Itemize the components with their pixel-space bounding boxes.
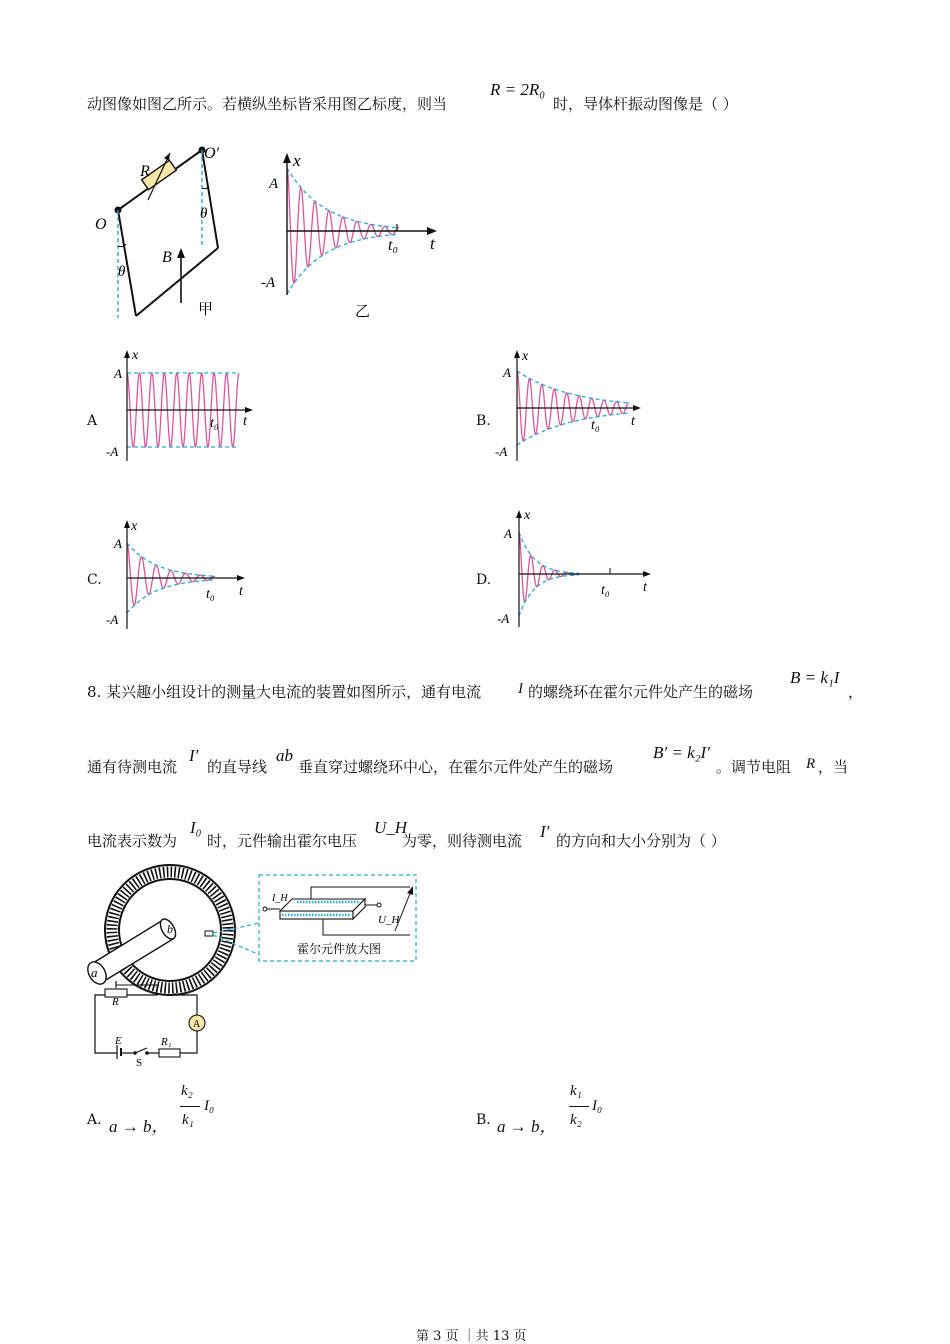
- figure-q8-apparatus: [75, 855, 425, 1070]
- yi-label-t: t: [430, 234, 435, 253]
- oscillation-curve: [517, 371, 629, 441]
- option-d-letter[interactable]: D.: [476, 572, 492, 588]
- q8-option-a-tail: I₀: [204, 1098, 215, 1114]
- q8-fig-inset-caption: 霍尔元件放大图: [297, 942, 382, 956]
- svg-text:t: t: [239, 584, 243, 599]
- svg-text:x: x: [524, 508, 531, 523]
- q8-line1-text: 8. 某兴趣小组设计的测量大电流的装置如图所示，通有电流: [87, 683, 482, 701]
- q8-line1-formula: B = k₁I: [790, 668, 840, 687]
- q8-option-b-letter[interactable]: B.: [476, 1112, 491, 1128]
- svg-text:-A: -A: [495, 444, 508, 459]
- q8-line1-I: I: [518, 681, 523, 697]
- q8-line3-text3: 为零，则待测电流: [402, 832, 523, 850]
- q8-line2-text5: ，当: [818, 758, 849, 776]
- q8-line3-text2: 时，元件输出霍尔电压: [207, 832, 358, 850]
- envelope-lower: [287, 234, 399, 294]
- option-c-letter[interactable]: C.: [87, 572, 102, 588]
- option-b-graph[interactable]: [492, 345, 652, 465]
- svg-text:t₀: t₀: [601, 583, 610, 598]
- svg-text:x: x: [522, 349, 529, 364]
- envelope-lower: [127, 580, 215, 613]
- svg-text:t: t: [243, 414, 247, 429]
- q8-line3-text: 电流表示数为: [87, 832, 178, 850]
- svg-text:x: x: [132, 348, 139, 363]
- svg-text:A: A: [114, 536, 122, 551]
- q8-line2-text2: 的直导线: [207, 758, 268, 776]
- q8-fig-label-b: b: [167, 922, 173, 936]
- oscillation-curve: [127, 543, 215, 605]
- q8-line2-text4: 。调节电阻: [716, 758, 792, 776]
- q8-fig-label-IH: I_H: [272, 893, 288, 904]
- q8-option-a-dir[interactable]: a → b，: [109, 1117, 169, 1136]
- yi-label-A: A: [269, 176, 279, 192]
- q7-formula: R = 2R₀: [490, 80, 546, 99]
- q8-line3-UH: U_H: [374, 818, 408, 837]
- yi-label-x: x: [293, 151, 301, 170]
- option-a-letter[interactable]: A: [87, 413, 98, 429]
- svg-text:t₀: t₀: [591, 418, 600, 433]
- q8-option-a-letter[interactable]: A.: [87, 1112, 102, 1128]
- q8-option-b-tail: I₀: [592, 1098, 603, 1114]
- q8-option-b-dir[interactable]: a → b，: [497, 1117, 557, 1136]
- page-footer: 第 3 页 ｜共 13 页: [416, 1329, 527, 1344]
- jia-label-theta-1: θ: [118, 264, 126, 280]
- q8-line3-Iprime: I′: [540, 822, 550, 841]
- yi-label-negA: -A: [261, 275, 276, 291]
- q8-line2-text3: 垂直穿过螺绕环中心，在霍尔元件处产生的磁场: [298, 758, 614, 776]
- jia-label-O: O: [95, 216, 107, 233]
- svg-text:A: A: [114, 366, 122, 381]
- q8-fig-label-A: A: [193, 1019, 201, 1030]
- q8-option-a-num: k₂: [181, 1083, 193, 1099]
- q8-line2-formula: B′ = k₂I′: [653, 743, 710, 762]
- q7-text-after: 时，导体杆振动图像是（ ）: [553, 95, 738, 113]
- jia-label-O-prime: O′: [204, 145, 220, 162]
- svg-text:A: A: [503, 365, 511, 380]
- option-b-letter[interactable]: B.: [476, 413, 491, 429]
- q8-option-b-fraction-bar: [569, 1106, 589, 1107]
- envelope-upper: [517, 371, 629, 403]
- q8-line2-R: R: [806, 756, 816, 772]
- q8-fig-label-S: S: [136, 1057, 143, 1069]
- option-c-graph[interactable]: [100, 515, 260, 635]
- yi-caption: 乙: [355, 304, 371, 320]
- q8-line1-end: ，: [848, 683, 864, 701]
- q8-line3-text4: 的方向和大小分别为（ ）: [556, 832, 726, 850]
- jia-caption: 甲: [198, 302, 214, 318]
- svg-text:t₀: t₀: [206, 587, 215, 602]
- svg-text:t: t: [631, 414, 635, 429]
- q7-text-before: 动图像如图乙所示。若横纵坐标皆采用图乙标度，则当: [87, 95, 448, 113]
- q8-fig-label-R: R: [112, 996, 119, 1008]
- q8-fig-label-UH: U_H: [378, 914, 400, 926]
- svg-text:A: A: [504, 526, 512, 541]
- q8-fig-label-a: a: [91, 965, 98, 980]
- svg-text:-A: -A: [106, 612, 119, 627]
- q8-line2-text: 通有待测电流: [87, 758, 178, 776]
- q8-line3-I0: I₀: [190, 818, 202, 837]
- jia-label-theta-2: θ: [200, 206, 208, 222]
- svg-text:-A: -A: [497, 611, 510, 626]
- svg-text:x: x: [131, 519, 138, 534]
- q8-line1-text2: 的螺绕环在霍尔元件处产生的磁场: [528, 683, 754, 701]
- svg-text:t₀: t₀: [210, 416, 219, 431]
- svg-text:t: t: [643, 580, 647, 595]
- q8-option-b-num: k₁: [570, 1083, 582, 1099]
- option-d-graph[interactable]: [492, 505, 662, 630]
- yi-label-t0: t₀: [388, 237, 399, 254]
- q8-fig-label-R1: R₁: [161, 1036, 172, 1048]
- q8-option-b-den: k₂: [570, 1112, 582, 1128]
- q8-option-a-den: k₁: [182, 1112, 194, 1128]
- q8-line2-ab: ab: [276, 746, 293, 765]
- q8-option-a-fraction-bar: [180, 1106, 200, 1107]
- figure-yi: [255, 150, 445, 325]
- jia-label-R: R: [140, 163, 150, 180]
- q8-line2-Iprime: I′: [189, 746, 199, 765]
- oscillation-curve: [519, 532, 579, 602]
- option-a-graph[interactable]: [100, 345, 260, 465]
- jia-label-B: B: [162, 249, 172, 266]
- svg-text:-A: -A: [106, 444, 119, 459]
- oscillation-curve: [287, 168, 399, 283]
- q8-fig-label-E: E: [115, 1035, 122, 1047]
- figure-jia: [90, 138, 250, 324]
